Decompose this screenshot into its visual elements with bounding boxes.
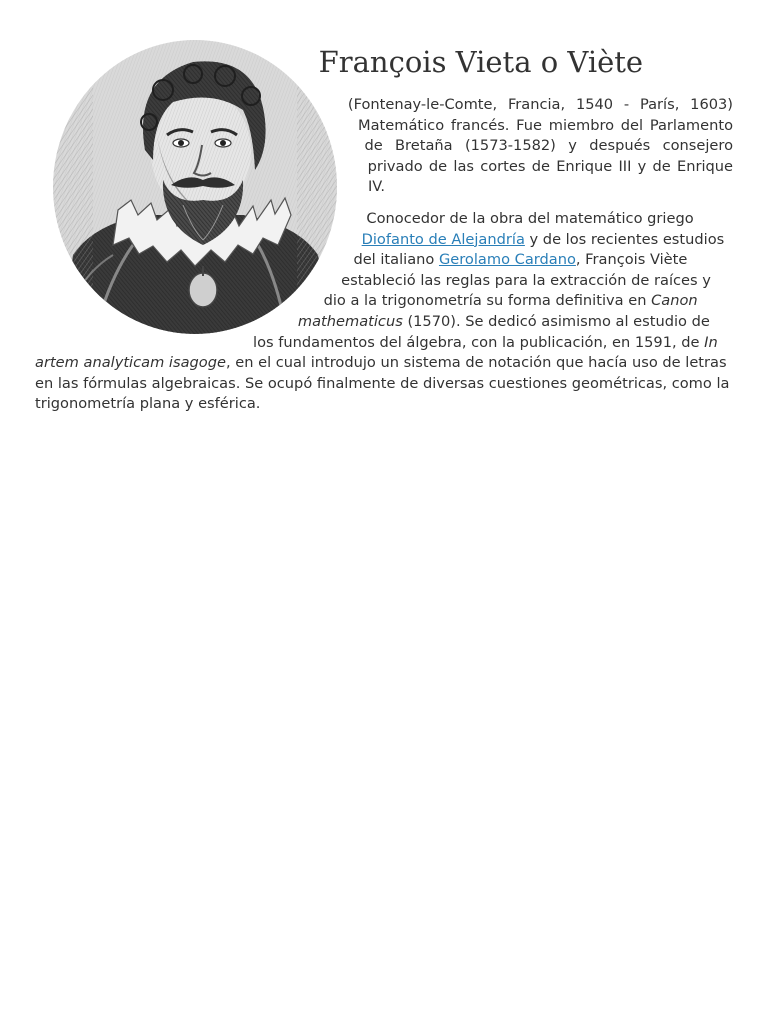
body-text-1: Conocedor de la obra del matemático griego xyxy=(366,209,694,227)
biography-article xyxy=(35,36,733,426)
body-text-2: y de los recientes estudios del italiano xyxy=(353,230,725,269)
portrait-image xyxy=(53,40,337,334)
link-diofanto[interactable]: Diofanto de Alejandría xyxy=(361,230,525,248)
link-gerolamo-cardano[interactable]: Gerolamo Cardano xyxy=(438,251,576,269)
work-title-in-artem: In artem analyticam isagoge xyxy=(35,333,718,372)
work-title-canon-mathematicus: Canon mathematicus xyxy=(297,292,698,330)
portrait-engraving-icon xyxy=(53,40,337,334)
body-text-4: (1570). Se dedicó asimismo al estudio de los fundamentos del álgebra, con la publicación, en 1591, de xyxy=(253,312,710,351)
body-text-5: , en el cual introdujo un sistema de notación que hacía uso de letras en las fórmulas algebraicas. Se ocupó finalmente de diversas cuestiones geométricas, como la trigonometría plana y esférica. xyxy=(35,354,730,413)
page-title: François Vieta o Viète xyxy=(318,45,644,79)
body-text-3: , François Viète estableció las reglas para la extracción de raíces y dio a la trigonometría su forma definitiva en xyxy=(323,251,711,310)
intro-paragraph: (Fontenay-le-Comte, Francia, 1540 - París, 1603) Matemático francés. Fue miembro del Parlamento de Bretaña (1573-1582) y después consejero privado de las cortes de Enrique III y de Enrique IV. xyxy=(347,96,733,196)
